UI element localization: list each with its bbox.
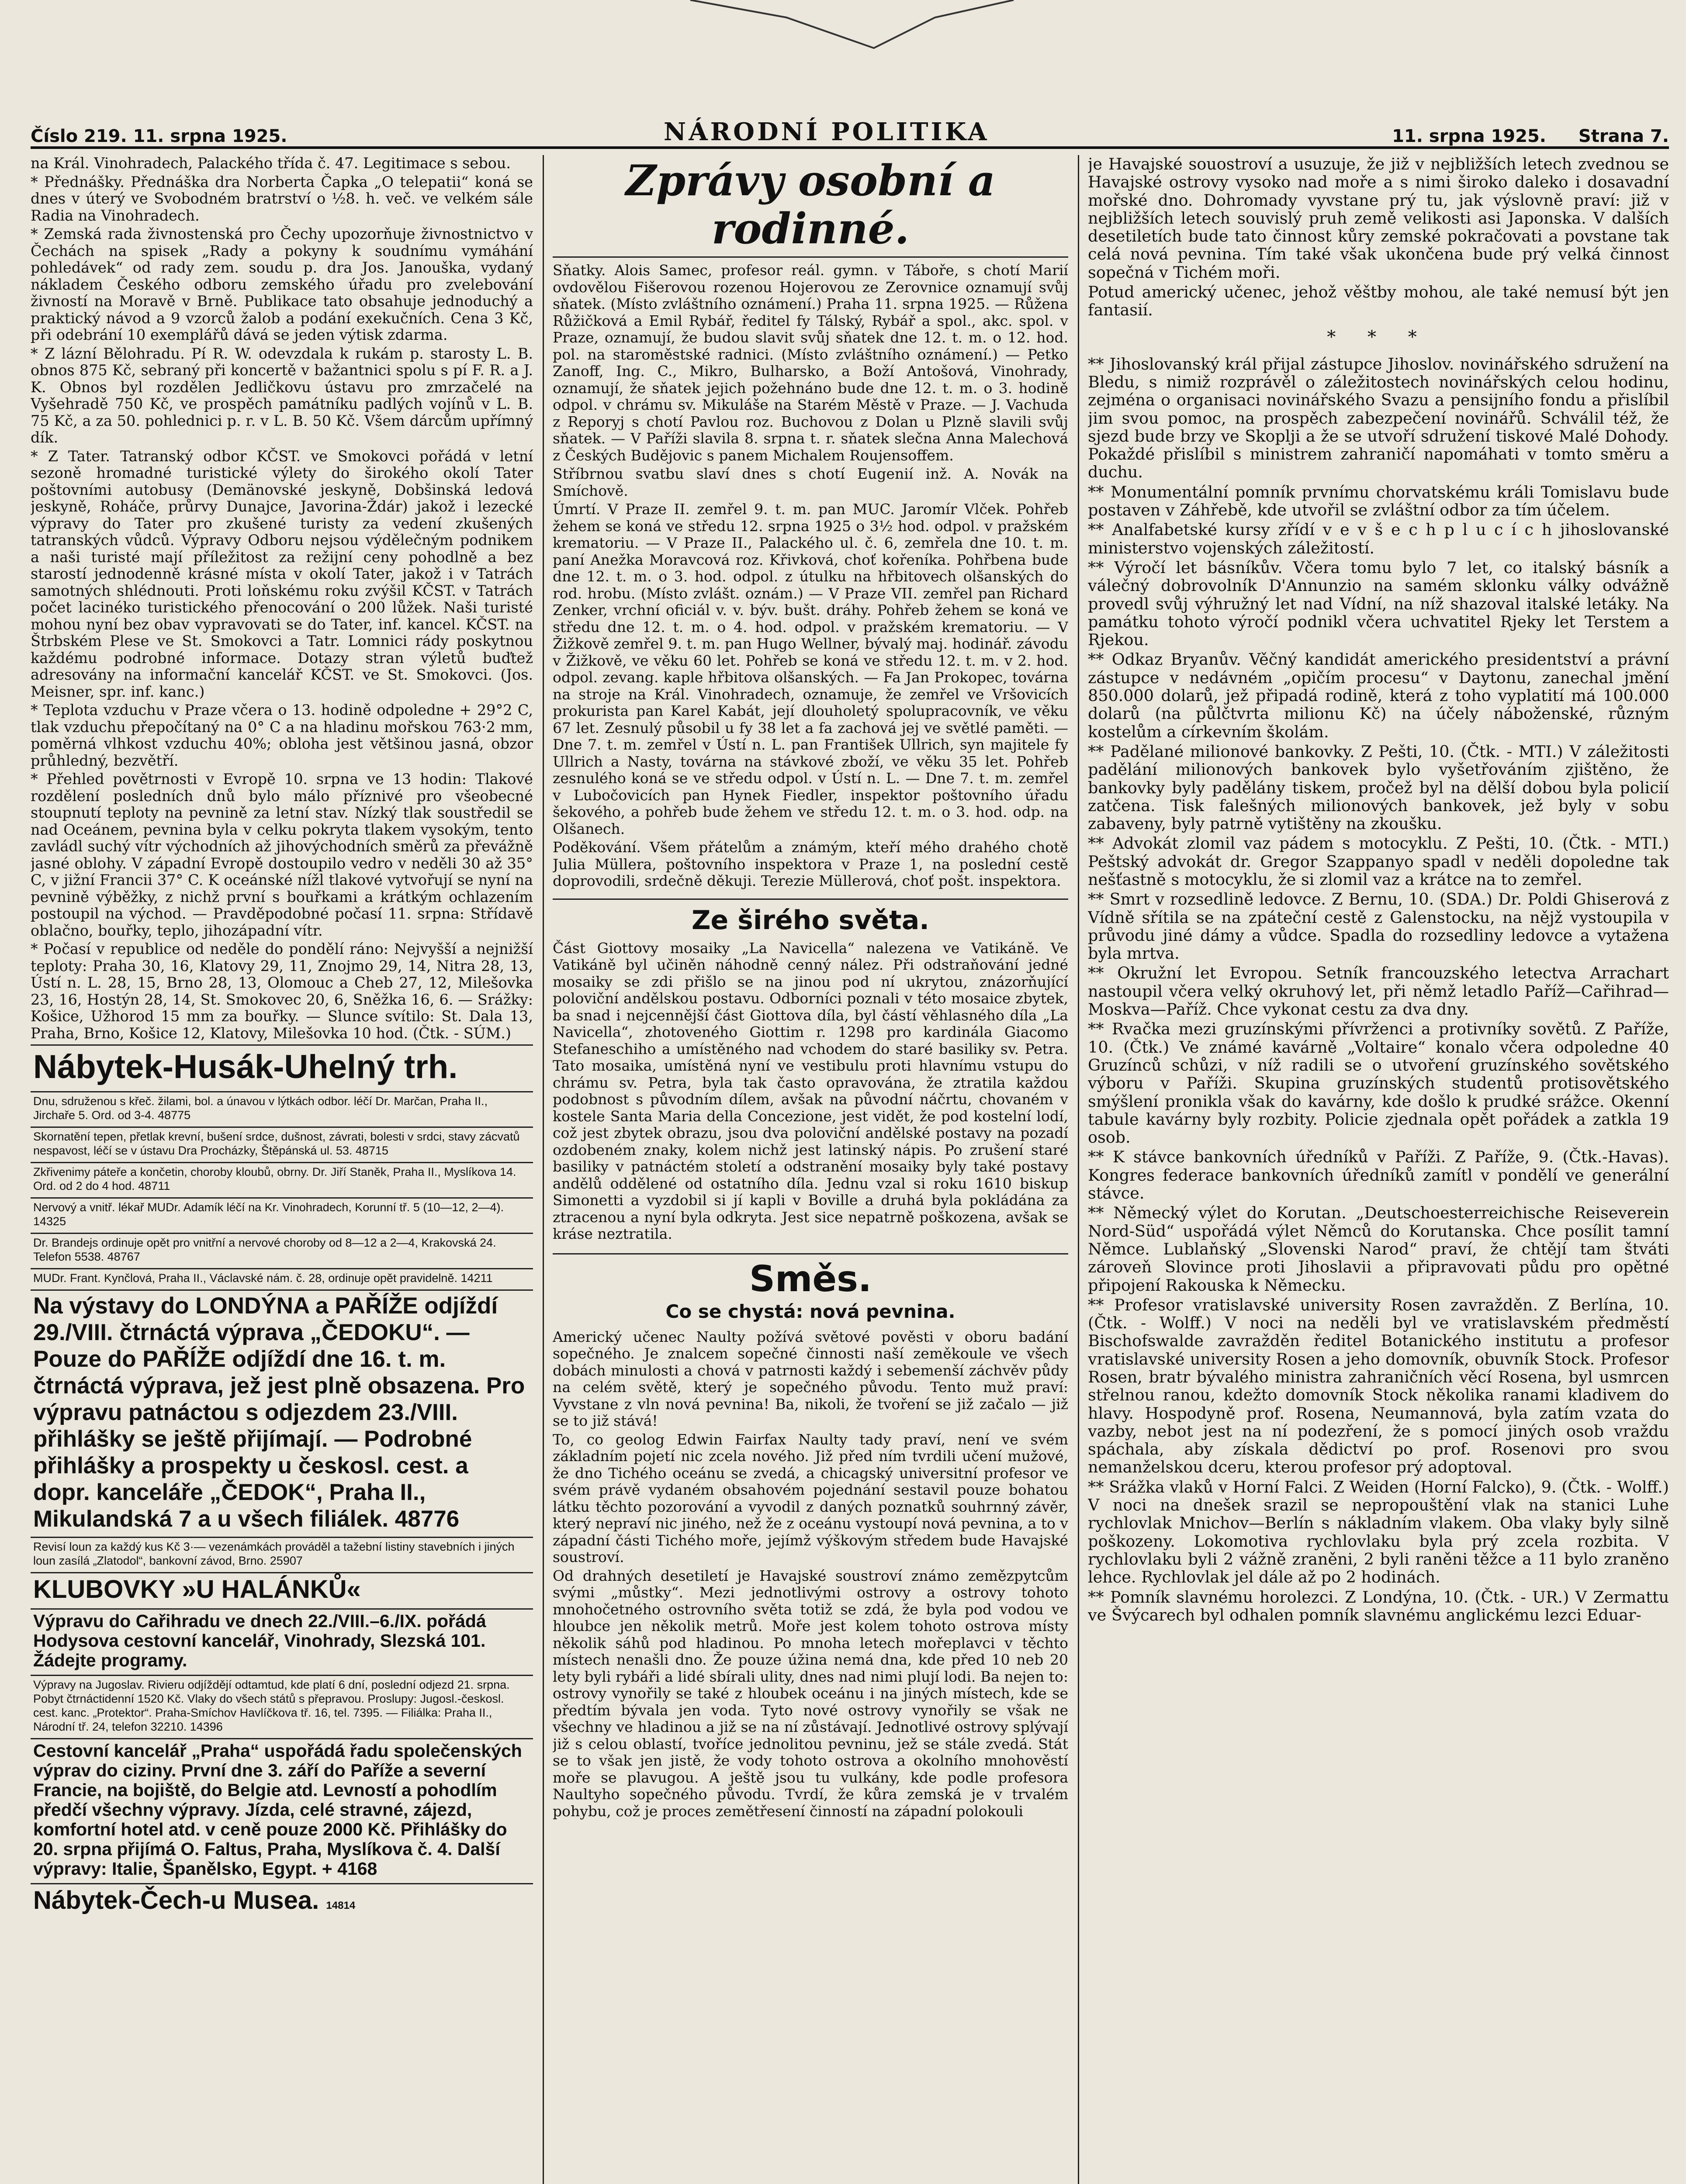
article-paragraph: na Král. Vinohradech, Palackého třída č. 47. Legitimace s sebou. [31,155,511,172]
advertisement: Dr. Brandejs ordinuje opět pro vnitřní a nervové choroby od 8—12 a 2—4, Krakovská 24. Telefon 5538. 48767 [31,1233,533,1265]
news-item: ** Rvačka mezi gruzínskými přívrženci a protivníky sovětů. Z Paříže, 10. (Čtk.) Ve známé kavárně „Voltaire“ konalo včera odpoledne 40 Gruzínců schůzi, v níž radili se o utvoření gruzínského sovětského výboru v Paříži. Skupina gruzínských studentů protisovětského smýšlení pronikla však do kavárny, kde došlo k prudké srážce. Okenní tabule kavárny byly rozbity. Policie zjednala opět pořádek a zatkla 19 osob. [1088,1019,1669,1147]
article-paragraph: Sňatky. Alois Sameс, profesor reál. gymn. v Táboře, s chotí Marií ovdovělou Fišerovou rozenou Hojerovou ze Zerovnice oznamují svůj sňatek. (Místo zvláštního oznámení.) Praha 11. srpna 1925. — Růžena Růžičková a Emil Rybář, ředitel fy Tálský, Rybář a spol., akc. spol. v Praze, oznamují, že budou slavit svůj sňatek dne 12. t. m. o 12. hod. pol. na staroměstské radnici. (Místo zvláštního oznámení.) — Petko Zanoff, Ing. C., Mikro, Bulharsko, a Boží Antošová, Vinohrady, oznamují, že sňatek jejich požehnáno bude dne 12. t. m. o 3. hodině odpol. v chrámu sv. Mikuláše na Starém Městě v Praze. — J. Vachuda z Reporyj s chotí Pavlou roz. Buchovou z Dolan u Plzně slavili svůj sňatek. — V Paříži slavila 8. srpna t. r. sňatek slečna Anna Malechová z Českých Budějovic s panem Michalem Roujensoffem. [553,262,1068,464]
news-item: ** Okružní let Evropou. Setník francouzského letectva Arrachart nastoupil včera velký okruhový let, při němž letadlo Paříž—Cařihrad—Moskva—Paříž. Chce vykonat cestu za dva dny. [1088,964,1669,1019]
article-paragraph: Potud americký učenec, jehož věštby mohou, ale také nemusí být jen fantasií. [1088,283,1669,320]
article-paragraph: * Z Tater. Tatranský odbor KČST. ve Smokovci pořádá v letní sezoně hromadné turistické výlety do širokého okolí Tater poštovními autobusy (Demänovské jeskyně, Dobšinská ledová jeskyně, Roháče, průrvy Dunajce, Javorina-Ždár) jakož i lezecké výpravy do Tater pro zkušené turisty za vedení zkušených tatranských vůdců. Výpravy Odboru nejsou výdělečným podnikem a naši turisté mají příležitost za režijní ceny pohodlně a bez starostí jednodenně krásné místa v okolí Tater, jakož i v Tatrách samotných shlédnouti. Proti loňskému roku zvýšil KČST. v Tatrách počet lacinéko turistického přenocování o 200 lůžek. Naši turisté mohou nyní bez obav vypravovati se do Tater, inf. kancel. KČST. na Štrbském Plese ve St. Smokovci a Tatr. Lomnici rády poskytnou každému podrobné informace. Dotazy stran výletů buďtež adresovány na informační kancelář KČST. ve St. Smokovci. (Jos. Meisner, spr. inf. kanc.) [31,447,533,700]
column-left [31,155,533,2184]
advertisement: Na výstavy do LONDÝNA a PAŘÍŽE odjíždí 29./VIII. čtrnáctá výprava „ČEDOKU“. — Pouze do PAŘÍŽE odjíždí dne 16. t. m. čtrnáctá výprava, jež jest plně obsazena. Pro výpravu patnáctou s odjezdem 23./VIII. přihlášky se ještě přijímají. — Podrobné přihlášky a prospekty u českosl. cest. a dopr. kanceláře „ČEDOK“, Praha II., Mikulandská 7 a u všech filiálek. 48776 [31,1289,533,1534]
advertisement: Nervový a vnitř. lékař MUDr. Adamík léčí na Kr. Vinohradech, Korunní tř. 5 (10—12, 2—4). 14325 [31,1197,533,1230]
article-paragraph: Americký učenec Naulty požívá světové pověsti v oboru badání sopečného. Je znalcem sopečné činnosti naší zeměkoule ve všech dobách minulosti a chová v patrnosti každý i sebemenší záchvěv půdy na celém světě, který je sopečného původu. Tento muž praví: Vyvstane z vln nová pevnina! Ba, nikoli, že tvoření se již začalo — již se to již stává! [553,1328,1068,1429]
article-paragraph: Úmrtí. V Praze II. zemřel 9. t. m. pan MUC. Jaromír Vlček. Pohřeb žehem se koná ve středu 12. srpna 1925 o 3½ hod. odpol. v pražském krematoriu. — V Praze II., Palackého ul. č. 6, zemřela dne 10. t. m. paní Anežka Moravcová roz. Křivková, choť kořeníka. Pohřbena bude dne 12. t. m. o 3. hod. odpol. z útulku na hřbitovech olšanských do rod. hrobu. (Místo zvlášt. oznám.) — V Praze VII. zemřel pan Richard Zenker, vrchní oficiál v. v. býv. bušt. dráhy. Pohřeb žehem se koná ve středu dne 12. t. m. o 4. hod. odpol. v pražském krematoriu. — V Žižkově zemřel 9. t. m. pan Hugo Wellner, bývalý maj. hodinář. závodu v Žižkově, ve věku 60 let. Pohřeb se koná ve středu 12. t. m. v 2. hod. odpol. zevang. kaple hřbitova olšanských. — Fa Jan Prokopec, továrna na stroje na Král. Vinohradech, oznamuje, že zemřel ve Vršovicích prokurista pan Karel Kabát, její dlouholetý spolupracovník, ve věku 67 let. Zesnulý působil u fy 38 let a fa zachová jej ve světlé paměti. — Dne 7. t. m. zemřel v Ústí n. L. pan František Ullrich, syn majitele fy Ullrich a Nasty, továrna na stávkové zboží, ve věku 35 let. Pohřeb zesnulého koná se ve středu odpol. v Ústí n. L. — Dne 7. t. m. zemřel v Lubočovicích pan Hynek Fiedler, inspektor poštovního úřadu šekového, a pohřeb bude žehem ve středu 12. t. m. o 3. hod. odp. na Olšanech. [553,501,1068,837]
section-heading: Ze širého světa. [553,898,1068,936]
article-paragraph: je Havajské souostroví a usuzuje, že již v nejbližších letech zvednou se Havajské ostrovy vysoko nad moře a s nimi široko daleko i dosavadní mořské dno. Dohromady vyvstane prý tu, jak výslovně praví: již v nejbližších letech souvislý pruh země velikosti asi Japonska. V dalších desetiletích bude tato činnost kůry zemské pokračovati a povstane tak celá nová pevnina. Tím také však ukončena bude prý velká činnost sopečná v Tichém moři. [1088,155,1669,282]
news-item: ** K stávce bankovních úředníků v Paříži. Z Paříže, 9. (Čtk.-Havas). Kongres federace bankovních úředníků zamítl v pondělí ve generální stávce. [1088,1147,1669,1203]
news-item: ** Německý výlet do Korutan. „Deutschoesterreichische Reiseverein Nord-Süd“ uspořádá výlet Němců do Korutanska. Chce posílit tamní Němce. Lublaňský „Slovenski Narod“ praví, že chtějí tam štváti zároveň Slovince proti Jihoslavii a připravovati půdu pro opětné připojení Rakouska k Německu. [1088,1203,1669,1295]
article-paragraph: * Počasí v republice od neděle do pondělí ráno: Nejvyšší a nejnižší teploty: Praha 30, 16, Klatovy 29, 11, Znojmo 29, 14, Nitra 28, 13, Ústí n. L. 28, 15, Brno 28, 13, Olomouc a Cheb 27, 12, Milešovka 23, 16, Hostýn 28, 14, St. Smokovec 20, 6, Sněžka 16, 6. — Srážky: Košice, Užhorod 15 mm za bouřky. — Slunce svítilo: St. Dala 13, Praha, Brno, Košice 12, Klatovy, Milešovka 10 hod. (Čtk. - SÚM.) [31,940,533,1042]
article-paragraph: Část Giottovy mosaiky „La Navicella“ nalezena ve Vatikáně. Ve Vatikáně byl učiněn náhodně cenný nález. Při odstraňování jedné mosaiky se zdi přišlo se na jinou pod ní ukrytou, znázorňující poloviční andělskou postavu. Odborníci poznali v této mosaice zbytek, ba snad i nejcennější část Giottova díla, byl částí věhlasného díla „La Navicella“, zhotoveného Giottim r. 1298 pro kardinála Giacomo Stefaneschiho a umístěného nad vchodem do staré basiliky sv. Petra. Tato mosaika, umístěná nyní ve vestibulu proti hlavnímu vstupu do chrámu sv. Petra, byla tak často opravována, že ztratila každou podobnost s původním dílem, avšak na původní náčrtu, chovaném v kostele Santa Maria della Concezione, jest vidět, že pod kostelní lodí, což jest zbytek obrazu, jsou dva poloviční andělské postavy na pozadí ozdobeném znaky, kolem nichž jest latinský nápis. Po zrušení staré basiliky v patnáctém století a odstranění mosaiky byly také postavy andělů oddělené od ostatního díla. Jednu vzal si roku 1610 biskup Simonetti a vyzdobil si jí kapli v Boville a druhá byla pokládána za ztracenou a nyní byla odkryta. Jest sice nepatrně poškozena, avšak se kráse neztratila. [553,939,1068,1242]
article-heading: Co se chystá: nová pevnina. [665,1300,956,1322]
article-paragraph: Poděkování. Všem přátelům a známým, kteří mého drahého chotě Julia Müllera, poštovního inspektora v Praze 1, na poslední cestě doprovodili, srdečně děkuji. Terezie Müllerová, choť pošt. inspektora. [553,839,1068,889]
advertisement: Cestovní kancelář „Praha“ uspořádá řadu společenských výprav do ciziny. První dne 3. září do Paříže a severní Francie, na bojiště, do Belgie atd. Levností a pohodlím předčí všechny výpravy. Jízda, celé stravné, zájezd, komfortní hotel atd. v ceně pouze 2000 Kč. Přihlášky do 20. srpna přijímá O. Faltus, Praha, Myslíkova č. 4. Další výpravy: Italie, Španělsko, Egypt. + 4168 [31,1738,533,1880]
news-item: ** Profesor vratislavské university Rosen zavražděn. Z Berlína, 10. (Čtk. - Wolff.) V noci na neděli byl ve vratislavském předměstí Bischofswalde zavražděn ředitel Botanického institutu a profesor vratislavské university Rosen a jeho domovník, obuvník Stock. Profesor Rosen, bratr bývalého ministra zahraničních věcí Rosena, byl usmrcen střelnou ranou, kdežto domovník Stock několika ranami kladivem do hlavy. Hospodyně prof. Rosena, Neumannová, byla zatím vzata do vazby, nebot jest na ní podezření, že s pomocí jiných osob vraždu spáchala, aby získala dědictví po prof. Rosenovi pro svou nemanželskou dceru, kterou profesor prý adoptoval. [1088,1295,1669,1477]
advertisement: Revisí loun za každý kus Kč 3·— vezenámkách prováděl a tažební listiny stavebních i jiných loun zasílá „Zlatodol“, bankovní závod, Brno. 25907 [31,1537,533,1569]
issue-date: 11. srpna 1925. [1392,126,1546,146]
article-paragraph: * Teplota vzduchu v Praze včera o 13. hodině odpoledne + 29°2 C, tlak vzduchu přepočítaný na 0° C a na hladinu mořskou 763·2 mm, poměrná vlhkost vzduchu 40%; obloha jest většinou jasná, obzor průhledný, bezvětří. [31,702,533,769]
article-paragraph: To, co geolog Edwin Fairfax Naulty tady praví, není ve svém základním pojetí nic zcela nového. Již před ním tvrdili učení mužové, že dno Tichého oceánu se zvedá, a chicagský universitní profesor ve svém právě vydaném obsahovém pojednání sestavil pouze bohatou látku těchto pozorování a vyvodil z daných poznatků souhrnný závěr, který nepraví nic jiného, než že z oceánu vystoupí nová pevnina, a to v západní části Tichého moře, jejímž výškovým středem bude Havajské soustroví. [553,1431,1068,1565]
page-number: Strana 7. [1578,126,1669,146]
advertisement-number: 14814 [326,1900,356,1911]
news-item: ** Jihoslovanský král přijal zástupce Jihoslov. novinářského sdružení na Bledu, s nimiž rozprávěl o záležitostech novinářských celou hodinu, zejména o organisaci novinářského Svazu a pensijního fondu a přislíbil jim svou pomoc, na prospěch zabezpečení novinářů. Schválil též, že sjezd bude brzy ve Skoplji a že se utvoří sdružení tiskové Malé Dohody. Pokaždé přislíbil s ministrem zahraničí napomáhati v tomto směru a duchu. [1088,354,1669,482]
column-rule [543,155,544,2184]
advertisement: Výpravu do Cařihradu ve dnech 22./VIII.–6./IX. pořádá Hodysova cestovní kancelář, Vinohrady, Slezská 101. Žádejte programy. [31,1608,533,1672]
article-paragraph: * Přehled povětrnosti v Evropě 10. srpna ve 13 hodin: Tlakové rozdělení posledních dnů bylo málo příznivé pro všeobecné stoupnutí teploty na pevnině za letní stav. Nízký tlak soustředil se nad Oceánem, pevnina byla v celku pokryta tlakem vysokým, tento zavládl suchý vítr východních až jihovýchodních směrů za převážně jasné oblohy. V západní Evropě dostoupilo vedro v neděli 30 až 35° C, v jižní Francii 37° C. K oceánské nížl tlakové vytvořují se nyní na pevnině výběžky, z nichž první s bouřkami a krátkým ochlazením postoupil na východ. — Pravděpodobné počasí 11. srpna: Střídavě oblačno, bouřky, teplo, jihozápadní vítr. [31,771,533,939]
news-item: ** Odkaz Bryanův. Věčný kandidát amerického presidentství a právní zástupce v nedávném „opičím procesu“ v Daytonu, zanechal jmění 850.000 dolarů, jež připadá rodině, která z toho vyplatití má 100.000 dolarů (na půlčtvrta milionu Kč) na účely náboženské, různým kostelům a církevním školám. [1088,650,1669,741]
advertisement: KLUBOVKY »U HALÁNKŮ« [31,1572,533,1606]
columns [31,155,1669,2184]
advertisement: Zkřivenimy páteře a končetin, choroby kloubů, obrny. Dr. Jiří Staněk, Praha II., Myslíkova 14. Ord. od 2 do 4 hod. 48711 [31,1162,533,1195]
fold-mark-icon [655,0,1049,87]
masthead [31,111,1669,149]
advertisement: Dnu, sdruženou s křeč. žilami, bol. a únavou v lýtkách odbor. léčí Dr. Marčan, Praha II., Jirchaře 5. Ord. od 3-4. 48775 [31,1091,533,1124]
advertisement [31,1883,533,1922]
news-item: ** Srážka vlaků v Horní Falci. Z Weiden (Horní Falcko), 9. (Čtk. - Wolff.) V noci na dnešek srazil se nepropouštění vlak na stanici Luhe rychlovlak Mnichov—Berlín s nákladním vlakem. Oba vlaky byly silně poškozeny. Lokomotiva rychlovlaku byla prý zcela rozbita. V rychlovlaku byli 2 vážně zraněni, 2 byli raněni těžce a 11 bylo zraněno lehce. Rychlovlak jel dále až po 2 hodinách. [1088,1477,1669,1587]
section-heading: Zprávy osobní a rodinné. [553,157,1068,258]
advertisement: MUDr. Frant. Kynčlová, Praha II., Václavské nám. č. 28, ordinuje opět pravidelně. 14211 [31,1268,533,1287]
advertisement: Výpravy na Jugoslav. Rivieru odjíždějí odtamtud, kde platí 6 dní, poslední odjezd 21. srpna. Pobyt čtrnáctidenní 1520 Kč. Vlaky do všech států s přepravou. Proslupy: Jugosl.-českosl. cest. kanc. „Protektor“. Praha-Smíchov Havlíčkova tř. 16, tel. 7395. — Filiálka: Praha II., Národní tř. 24, telefon 32210. 14396 [31,1675,533,1735]
news-item: ** Padělané milionové bankovky. Z Pešti, 10. (Čtk. - MTI.) V záležitosti padělání milionových bankovek bylo vyšetřováním zjištěno, že bankovky byly padělány tiskem, pročež byl na dělší dobou byla policií zatčena. Tisk falešných milionových bankovek, jež byly v sobu zabaveny, byly patrně vytištěny na zkoušku. [1088,742,1669,833]
article-paragraph: * Z lázní Bělohradu. Pí R. W. odevzdala k rukám p. starosty L. B. obnos 875 Kč, sebraný při koncertě v bažantnici spolu s pí F. R. a J. K. Obnos byl rozdělen Jedličkovu ústavu pro zmrzačelé na Vyšehradě 750 Kč, ve prospěch památníku padlých vojínů v L. B. 75 Kč, a za 50. pohlednici p. r. v L. B. 50 Kč. Všem dárcům upřímný dík. [31,345,533,446]
column-middle [553,155,1068,2184]
date-and-page [1366,126,1669,146]
advertisement: Skornatění tepen, přetlak krevní, bušení srdce, dušnost, závrati, bolesti v srdci, stavy zácvatů nespavost, léčí se v ústavu Dra Procházky, Štěpánská ul. 53. 48715 [31,1127,533,1159]
article-paragraph: * Přednášky. Přednáška dra Norberta Čapka „O telepatii“ koná se dnes v úterý ve Svobodném bratrství o ½8. h. več. ve velkém sále Radia na Vinohradech. [31,173,533,224]
news-item: ** Smrt v rozsedlině ledovce. Z Bernu, 10. (SDA.) Dr. Poldi Ghiserová z Vídně sřítila se na zpáteční cestě z Galenstocku, na nějž vystoupila v průvodu jiné dámy a vůdce. Spadla do rozsedliny ledovce a vytažena byla mrtva. [1088,890,1669,963]
section-heading: Směs. [553,1253,1068,1299]
news-item: ** Monumentální pomník prvnímu chorvatskému králi Tomislavu bude postaven v Záhřebě, kde utvořil se zvláštní odbor za tím účelem. [1088,482,1669,520]
article-paragraph: Stříbrnou svatbu slaví dnes s chotí Eugenií inž. A. Novák na Smíchově. [553,465,1068,499]
newspaper-title: NÁRODNÍ POLITIKA [664,117,990,146]
news-item: ** Výročí let básníkův. Včera tomu bylo 7 let, co italský básník a válečný dobrovolník D'Annunzio na samém sklonku války odvážně provedl svůj výhružný let nad Vídní, na níž shazoval italské letáky. Na památku tohoto výročí podnikl včera uchvatitel Rjeky let Terstem a Rjekou. [1088,558,1669,650]
news-item: ** Analfabetské kursy zřídí v e v š e c h p l u c í c h jihoslovanské ministerstvo vojenských záležitostí. [1088,520,1669,557]
news-item: ** Advokát zlomil vaz pádem s motocyklu. Z Pešti, 10. (Čtk. - MTI.) Peštský advokát dr. Gregor Szappanyo spadl v neděli dopoledne tak nešťastně s motocyklu, že si zlomil vaz a krátce na to zemřel. [1088,834,1669,889]
advertisement: Nábytek-Husák-Uhelný trh. [31,1044,533,1089]
section-divider: * * * [1327,327,1430,347]
news-item: ** Pomník slavnému horolezci. Z Londýna, 10. (Čtk. - UR.) V Zermattu ve Švýcarech byl odhalen pomník slavnému anglickému lezci Eduar- [1088,1587,1669,1624]
article-paragraph: Od drahných desetiletí je Havajské soustroví známo zemězpytcům svými „můstky“. Mezi jednotlivými ostrovy a ostrovy tohoto mnohočetného ostrovního světa totiž se zdá, že byla pod vodou ve hloubce jen několik metrů. Moře jest kolem tohoto ostrova místy několik sáhů pod hladinou. Po mnoha letech mořeplavci v těchto místech nenašli dno. Že pouze úžina nemá dna, kde před 10 neb 20 lety byli rybáři a lidé sbírali ulity, dnes nad nimi plují lodi. Ba nejen to: ostrovy vynořily se také z hloubek oceánu i na jiných místech, kde se předtím bývala jen voda. Tyto nové ostrovy vynořily se však ne všechny ve hladinou a již se na ní zůstávají. Jednotlivé ostrovy splývají již s celou oblastí, tvoříce jednolitou pevninu, jež se stále zvedá. Stát se to však jen jistě, že vody tohoto ostrova a okolního mnohověstí moře se plavugou. A ještě jsou tu vulkány, kde podle profesora Naultyho sopečného původu. Tvrdí, že kůra zemská je v trvalém pohybu, což je proces zemětřesení činností na západní polokouli [553,1567,1068,1820]
column-right [1088,155,1669,2184]
article-paragraph: * Zemská rada živnostenská pro Čechy upozorňuje živnostnictvo v Čechách na spisek „Rady a pokyny k soudnímu vymáhání pohledávek“ od rady zem. soudu p. dra Jos. Janouška, vydaný nákladem Českého odboru zemského úřadu pro zvelebování živností na Moravě v Brně. Publikace tato obsahuje jednoduchý a praktický návod a 9 vzorců žalob a podání exekučních. Cena 3 Kč, při odebrání 10 exemplářů dává se jeden výtisk zdarma. [31,225,533,343]
advertisement-text: Nábytek-Čech-u Musea. [33,1886,319,1914]
column-rule [1078,155,1079,2184]
issue-number: Číslo 219. 11. srpna 1925. [31,126,287,146]
